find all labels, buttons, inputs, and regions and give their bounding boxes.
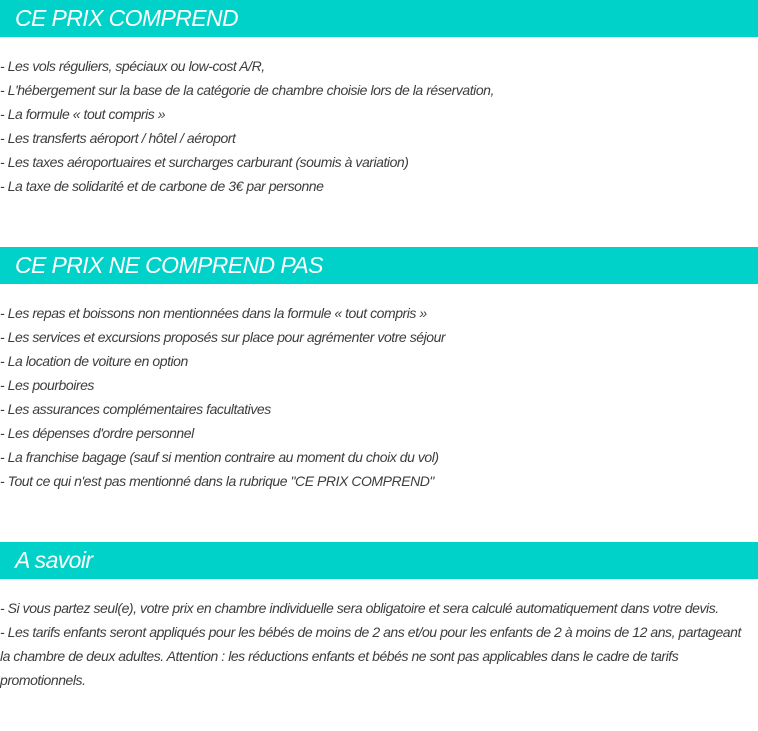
list-item: - Les transferts aéroport / hôtel / aéroport (0, 130, 236, 146)
list-item: - La location de voiture en option (0, 353, 188, 369)
section-included (0, 0, 758, 247)
good-to-know-text (0, 579, 758, 692)
section-good-to-know (0, 542, 758, 692)
list-item: - Tout ce qui n'est pas mentionné dans la rubrique "CE PRIX COMPREND" (0, 473, 434, 489)
list-item: - Les assurances complémentaires facultatives (0, 401, 271, 417)
paragraph: - Si vous partez seul(e), votre prix en chambre individuelle sera obligatoire et sera calculé automatiquement dans votre devis. (0, 600, 719, 616)
list-item: - Les taxes aéroportuaires et surcharges carburant (soumis à variation) (0, 154, 409, 170)
list-item: - Les dépenses d'ordre personnel (0, 425, 194, 441)
paragraph: - Les tarifs enfants seront appliqués pour les bébés de moins de 2 ans et/ou pour les enfants de 2 à moins de 12 ans, partageant la chambre de deux adultes. Attention : les réductions enfants et bébés ne sont pas applicables dans le cadre de tarifs promotionnels. (0, 624, 741, 688)
included-list (0, 37, 758, 198)
list-item: - Les vols réguliers, spéciaux ou low-cost A/R, (0, 58, 265, 74)
section-header: A savoir (0, 542, 758, 579)
list-item: - L'hébergement sur la base de la catégorie de chambre choisie lors de la réservation, (0, 82, 494, 98)
section-header: CE PRIX COMPREND (0, 0, 758, 37)
list-item: - La taxe de solidarité et de carbone de 3€ par personne (0, 178, 324, 194)
list-item: - La franchise bagage (sauf si mention contraire au moment du choix du vol) (0, 449, 439, 465)
list-item: - Les pourboires (0, 377, 94, 393)
list-item: - Les services et excursions proposés sur place pour agrémenter votre séjour (0, 329, 446, 345)
list-item: - La formule « tout compris » (0, 106, 166, 122)
section-header: CE PRIX NE COMPREND PAS (0, 247, 758, 284)
not-included-list (0, 284, 758, 493)
section-not-included (0, 247, 758, 542)
list-item: - Les repas et boissons non mentionnées dans la formule « tout compris » (0, 305, 427, 321)
